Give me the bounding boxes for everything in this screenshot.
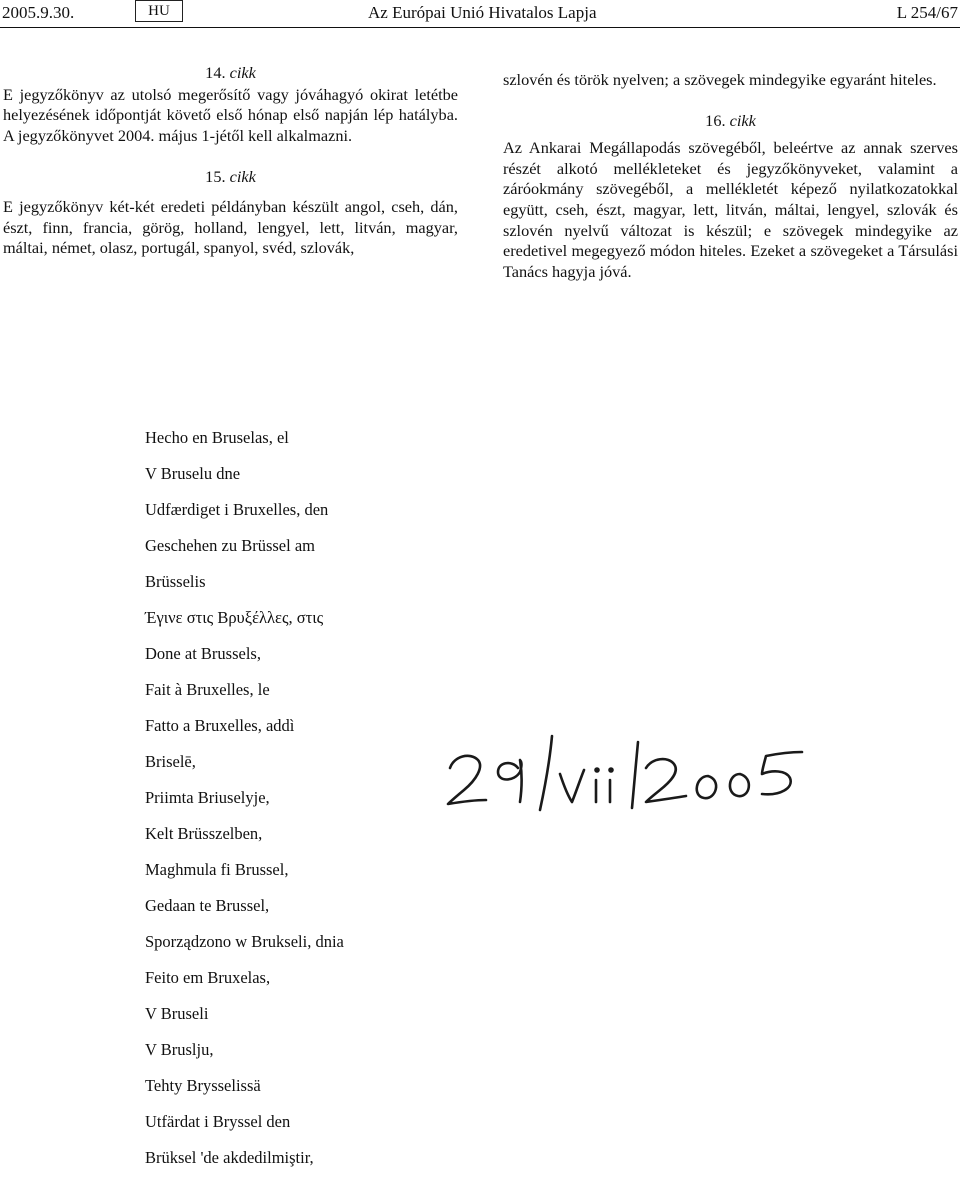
article-15-number: 15. — [205, 167, 226, 187]
signature-line-pt: Feito em Bruxelas, — [145, 968, 271, 987]
left-column — [3, 63, 458, 259]
signature-line-mt: Maghmula fi Brussel, — [145, 860, 289, 879]
signature-line-cs: V Bruselu dne — [145, 464, 241, 483]
signature-line-it: Fatto a Bruxelles, addì — [145, 716, 295, 735]
journal-title: Az Európai Unió Hivatalos Lapja — [368, 3, 597, 22]
signature-line-pl: Sporządzono w Brukseli, dnia — [145, 932, 344, 951]
signature-line-sk: V Bruseli — [145, 1004, 209, 1023]
right-column — [503, 70, 958, 282]
article-15-word: cikk — [229, 167, 256, 187]
article-16-text: Az Ankarai Megállapodás szövegéből, beleértve az annak szerves részét alkotó mellékleteket és jegyzőkönyveket, valamint a záróokmány szövegéből, a mellékletét képező nyilatkozatokkal együtt, cseh, észt, magyar, lett, litván, máltai, lengyel, szlovák és szlovén nyelvű változat is készül; e szövegek mindegyike az eredetivel megegyező módon hiteles. Ezeket a szövegeket a Társulási Tanács hagyja jóvá. — [503, 138, 958, 281]
article-15-text: E jegyzőkönyv két-két eredeti példányban készült angol, cseh, dán, észt, finn, francia, görög, holland, lengyel, lett, litván, magyar, máltai, német, olasz, portugál, spanyol, svéd, szlovák, — [3, 196, 458, 258]
signature-line-de: Geschehen zu Brüssel am — [145, 536, 315, 555]
signature-line-tr: Brüksel 'de akdedilmiştir, — [145, 1148, 314, 1167]
signature-line-fr: Fait à Bruxelles, le — [145, 680, 270, 699]
spacer — [3, 146, 458, 167]
signature-line-nl: Gedaan te Brussel, — [145, 896, 270, 915]
spacer — [3, 189, 458, 197]
article-16-word: cikk — [729, 110, 756, 130]
header-rule — [0, 27, 960, 28]
article-15-title — [3, 167, 458, 188]
signature-line-sl: V Bruslju, — [145, 1040, 214, 1059]
article-16-number: 16. — [705, 110, 726, 130]
page-reference: L 254/67 — [896, 3, 958, 22]
article-14-text: E jegyzőkönyv az utolsó megerősítő vagy jóváhagyó okirat letétbe helyezésének időpontját követő első hónap első napján lép hatályba. A jegyzőkönyvet 2004. május 1-jétől kell alkalmazni. — [3, 84, 458, 145]
signature-line-en: Done at Brussels, — [145, 644, 261, 663]
signature-line-et: Brüsselis — [145, 572, 206, 591]
signature-line-el: Έγινε στις Βρυξέλλες, στις — [145, 608, 324, 627]
article-15-continuation: szlovén és török nyelven; a szövegek mindegyike egyaránt hiteles. — [503, 70, 937, 89]
publication-date: 2005.9.30. — [2, 3, 75, 22]
signature-line-sv: Utfärdat i Bryssel den — [145, 1112, 291, 1131]
signature-line-lv: Briselē, — [145, 752, 196, 771]
handwritten-date — [440, 730, 810, 820]
article-14-title — [3, 63, 458, 84]
spacer — [503, 91, 958, 111]
signature-line-fi: Tehty Brysselissä — [145, 1076, 261, 1095]
signature-line-lt: Priimta Briuselyje, — [145, 788, 270, 807]
signature-line-es: Hecho en Bruselas, el — [145, 428, 289, 447]
signature-line-hu: Kelt Brüsszelben, — [145, 824, 263, 843]
language-code-badge: HU — [135, 0, 183, 22]
signature-line-da: Udfærdiget i Bruxelles, den — [145, 500, 329, 519]
article-16-title — [503, 111, 958, 132]
article-14-word: cikk — [229, 63, 256, 82]
page-header — [0, 0, 960, 28]
article-14-number: 14. — [205, 63, 226, 82]
